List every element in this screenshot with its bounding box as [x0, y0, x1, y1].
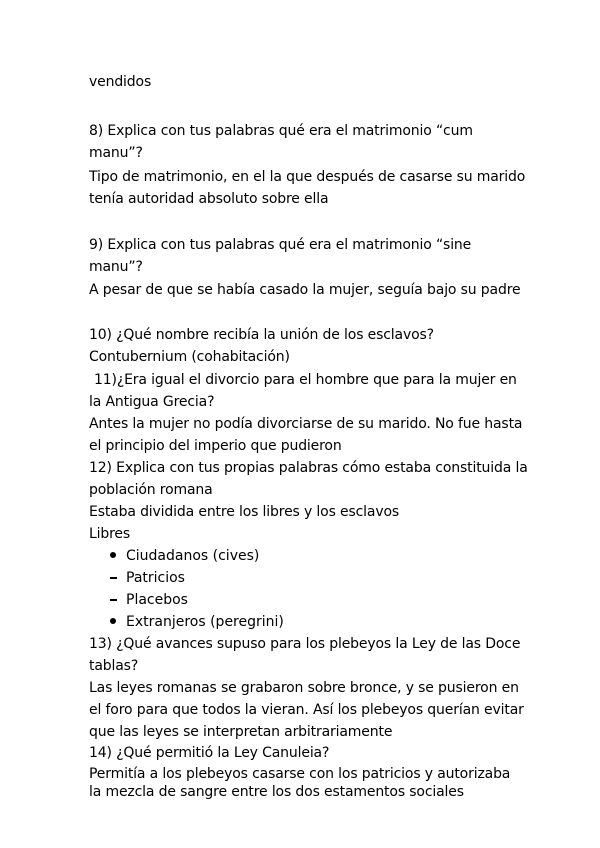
- bullet-dot-icon: [108, 612, 126, 632]
- list-item-text: Patricios: [126, 570, 185, 586]
- question-8: 8) Explica con tus palabras qué era el matrimonio “cum: [89, 123, 473, 139]
- answer-14-cont: la mezcla de sangre entre los dos estamentos sociales: [89, 784, 464, 800]
- answer-9: A pesar de que se había casado la mujer, seguía bajo su padre: [89, 282, 521, 298]
- answer-8-cont: tenía autoridad absoluto sobre ella: [89, 191, 329, 207]
- question-8-cont: manu”?: [89, 145, 143, 161]
- question-11: 11)¿Era igual el divorcio para el hombre que para la mujer en: [94, 372, 517, 388]
- question-9-cont: manu”?: [89, 259, 143, 275]
- answer-13-cont2: que las leyes se interpretan arbitrariamente: [89, 724, 393, 740]
- question-12: 12) Explica con tus propias palabras cómo estaba constituida la: [89, 460, 528, 476]
- answer-13: Las leyes romanas se grabaron sobre bronce, y se pusieron en: [89, 680, 519, 696]
- answer-12: Estaba dividida entre los libres y los esclavos: [89, 504, 400, 520]
- answer-11: Antes la mujer no podía divorciarse de su marido. No fue hasta: [89, 416, 523, 432]
- list-item: [108, 546, 259, 566]
- question-13: 13) ¿Qué avances supuso para los plebeyos la Ley de las Doce: [89, 636, 521, 652]
- list-item: [108, 568, 185, 588]
- answer-13-cont: el foro para que todos la vieran. Así los plebeyos querían evitar: [89, 702, 524, 718]
- answer-10: Contubernium (cohabitación): [89, 349, 290, 365]
- question-12-cont: población romana: [89, 482, 213, 498]
- answer-14: Permitía a los plebeyos casarse con los patricios y autorizaba: [89, 766, 511, 782]
- answer-12-heading: Libres: [89, 526, 131, 542]
- question-13-cont: tablas?: [89, 658, 139, 674]
- answer-11-cont: el principio del imperio que pudieron: [89, 438, 342, 454]
- list-item-text: Ciudadanos (cives): [126, 548, 260, 564]
- question-10: 10) ¿Qué nombre recibía la unión de los esclavos?: [89, 327, 434, 343]
- text-line: vendidos: [89, 74, 152, 90]
- question-11-cont: la Antigua Grecia?: [89, 394, 215, 410]
- bullet-dot-icon: [108, 546, 126, 566]
- list-item-text: Extranjeros (peregrini): [126, 614, 284, 630]
- list-item: [108, 590, 188, 610]
- answer-8: Tipo de matrimonio, en el la que después de casarse su marido: [89, 169, 526, 185]
- bullet-dash-icon: [108, 590, 126, 610]
- question-14: 14) ¿Qué permitió la Ley Canuleia?: [89, 745, 330, 761]
- list-item: [108, 612, 284, 632]
- list-item-text: Placebos: [126, 592, 188, 608]
- bullet-dash-icon: [108, 568, 126, 588]
- question-9: 9) Explica con tus palabras qué era el matrimonio “sine: [89, 237, 472, 253]
